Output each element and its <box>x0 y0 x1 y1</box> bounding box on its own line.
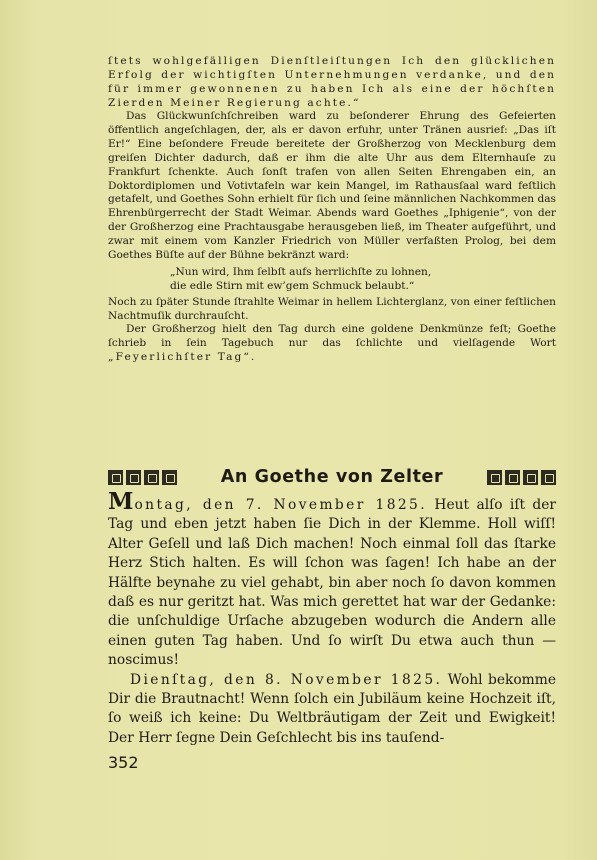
verse-line: „Nun wird, Ihm ſelbſt aufs herrlichſte zu lohnen, <box>170 265 432 278</box>
letter-paragraph-tuesday <box>108 671 556 749</box>
ornament-square-icon <box>541 470 556 485</box>
spaced-quote: „Feyerlichſter Tag“. <box>108 351 257 364</box>
letter-body: Wohl bekomme Dir die Brautnacht! Wenn ſolch ein Jubiläum keine Hochzeit iſt, ſo weiß ich keine: Du Weltbräutigam der Zeit und Ewigkeit! Der Herr ſegne Dein Geſchlecht bis ins tauſend- <box>108 671 556 746</box>
letter-date: ontag, den 7. November 1825. <box>134 497 428 513</box>
ornament-square-icon <box>108 470 123 485</box>
ornament-square-icon <box>487 470 502 485</box>
spaced-text: ſtets wohlgefälligen Dienſtleiſtungen Ich den glücklichen Erfolg der wichtigſten Unternehmungen verdanke, und den für immer gewonnenen zu haben Ich als eine der höchſten Zierden Meiner Regierung achte.“ <box>108 55 556 109</box>
letter-text-block <box>108 488 556 748</box>
ornament-square-icon <box>144 470 159 485</box>
letter-paragraph-monday <box>108 488 556 671</box>
ornament-right <box>487 470 556 485</box>
section-heading <box>108 467 556 487</box>
ornament-left <box>108 470 177 485</box>
ornament-square-icon <box>126 470 141 485</box>
ornament-square-icon <box>523 470 538 485</box>
paragraph-congratulation: Das Glückwunſchſchreiben ward zu beſonderer Ehrung des Gefeierten öffentlich angeſchlagen, der, als er davon erfuhr, unter Tränen ausrief: „Das iſt Er!“ Eine beſondere Freude bereitete der Großherzog von Mecklenburg dem greiſen Dichter dadurch, daß er ihm die alte Uhr aus dem Elternhauſe zu Frankfurt ſchenkte. Auch ſonſt trafen von allen Seiten Ehrengaben ein, an Doktordiplomen und Votivtafeln war kein Mangel, im Rathausſaal ward feſtlich getafelt, und Goethes Sohn erhielt für ſich und ſeine männlichen Nachkommen das Ehrenbürgerrecht der Stadt Weimar. Abends ward Goethes „Iphigenie“, von der der Großherzog eine Prachtausgabe herausgeben ließ, im Theater aufgeführt, und zwar mit einem vom Kanzler Friedrich von Müller verfaßten Prolog, bei dem Goethes Büſte auf der Bühne bekränzt ward: <box>108 110 556 261</box>
paragraph-decree-end <box>108 55 556 110</box>
heading-title: An Goethe von Zelter <box>220 467 444 487</box>
top-text-block <box>108 55 556 365</box>
prolog-verse <box>108 265 556 293</box>
paragraph-illumination: Noch zu ſpäter Stunde ſtrahlte Weimar in hellem Lichterglanz, von einer feſtlichen Nachtmuſik durchrauſcht. <box>108 295 556 322</box>
verse-line: die edle Stirn mit ew’gem Schmuck belaubt.“ <box>170 279 415 292</box>
page-number: 352 <box>108 753 139 772</box>
letter-body: Heut alſo iſt der Tag und eben jetzt haben ſie Dich in der Klemme. Holl wiſſ! Alter Geſell und laß Dich machen! Noch einmal ſoll das ſtarke Herz Stich halten. Es will ſchon was ſagen! Ich habe an der Hälfte beynahe zu viel gehabt, bin aber noch ſo davon kommen daß es nur geritzt hat. Was mich gerettet hat war der Gedanke: die unſchuldige Urſache abzugeben wodurch die Andern alle einen guten Tag haben. Und ſo wirſt Du etwa auch thun — noscimus! <box>108 497 556 669</box>
ornament-square-icon <box>162 470 177 485</box>
initial-letter: M <box>108 488 135 515</box>
letter-date: Dienſtag, den 8. November 1825. <box>130 671 443 688</box>
medal-text: Der Großherzog hielt den Tag durch eine goldene Denkmünze feſt; Goethe ſchrieb in ſein Tagebuch nur das ſchlichte und vielſagende Wort <box>108 323 556 350</box>
paragraph-medal <box>108 323 556 365</box>
ornament-square-icon <box>505 470 520 485</box>
